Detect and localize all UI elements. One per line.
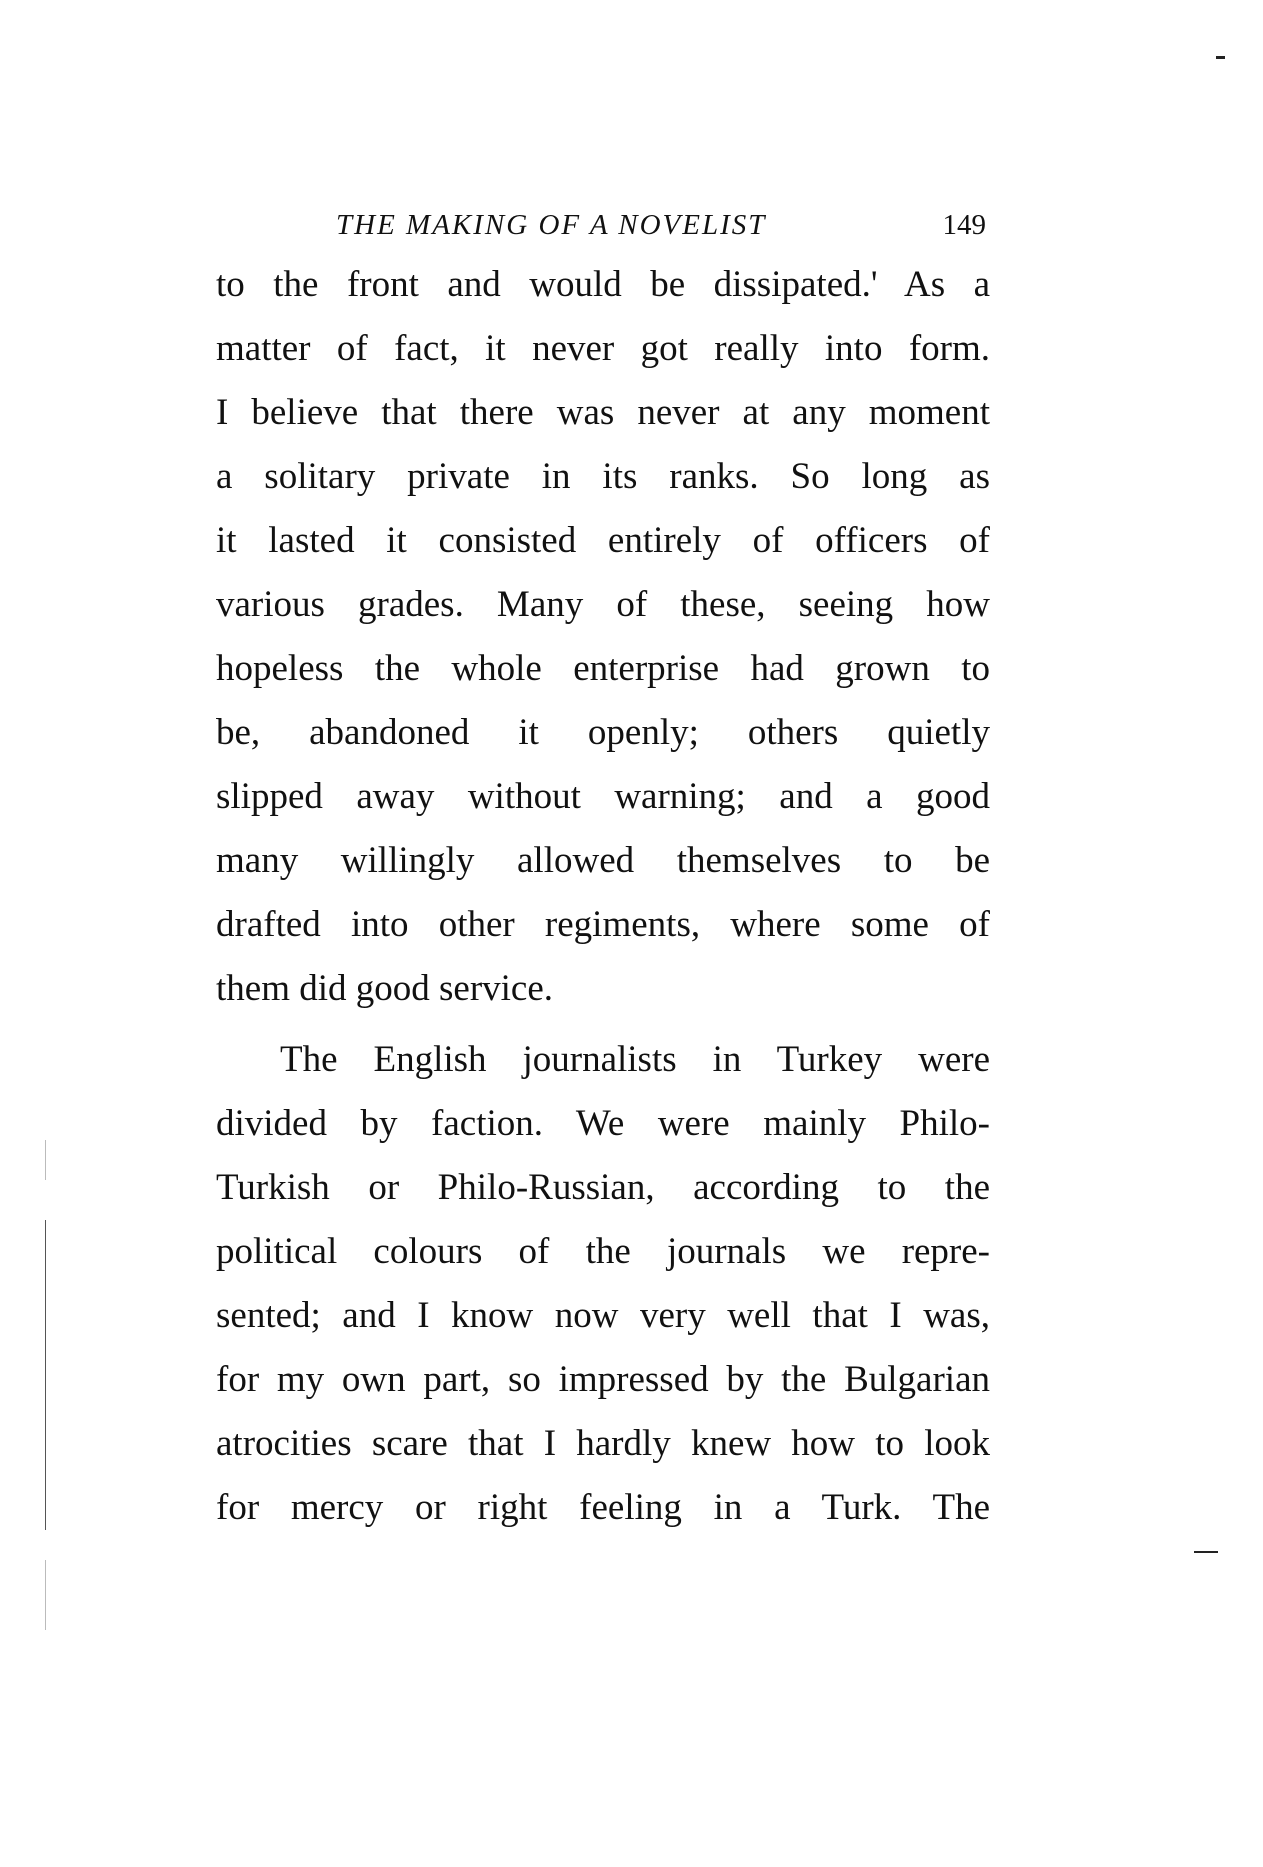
text-line: a solitary private in its ranks. So long as — [216, 456, 990, 497]
text-line: many willingly allowed themselves to be — [216, 840, 990, 881]
running-head — [336, 205, 986, 245]
text-block — [216, 253, 990, 1540]
page-number: 149 — [942, 209, 986, 241]
scan-speck-top-right — [1216, 56, 1225, 59]
paragraph-gap — [216, 1021, 990, 1028]
text-line: political colours of the journals we repre- — [216, 1231, 990, 1272]
page-edge-dots — [45, 1140, 46, 1180]
text-line: I believe that there was never at any moment — [216, 392, 990, 433]
text-line: for my own part, so impressed by the Bulgarian — [216, 1359, 990, 1400]
text-line: sented; and I know now very well that I was, — [216, 1295, 990, 1336]
text-line: them did good service. — [216, 968, 554, 1009]
text-line: for mercy or right feeling in a Turk. The — [216, 1487, 990, 1528]
text-line: it lasted it consisted entirely of officers of — [216, 520, 990, 561]
text-line: to the front and would be dissipated.' As a — [216, 264, 990, 305]
running-title: THE MAKING OF A NOVELIST — [336, 209, 767, 241]
page-edge-line — [45, 1220, 46, 1530]
text-line: be, abandoned it openly; others quietly — [216, 712, 990, 753]
text-line: atrocities scare that I hardly knew how to look — [216, 1423, 990, 1464]
page-edge-dots-lower — [45, 1560, 46, 1630]
text-line: slipped away without warning; and a good — [216, 776, 990, 817]
text-line: various grades. Many of these, seeing how — [216, 584, 990, 625]
text-line: Turkish or Philo-Russian, according to the — [216, 1167, 990, 1208]
scan-speck-right-edge — [1194, 1551, 1218, 1553]
text-line: divided by faction. We were mainly Philo- — [216, 1103, 990, 1144]
text-line: hopeless the whole enterprise had grown to — [216, 648, 990, 689]
paragraph-1 — [216, 253, 990, 1021]
paragraph-2 — [216, 1028, 990, 1540]
text-line: The English journalists in Turkey were — [280, 1039, 990, 1080]
text-line: drafted into other regiments, where some of — [216, 904, 990, 945]
text-line: matter of fact, it never got really into form. — [216, 328, 990, 369]
